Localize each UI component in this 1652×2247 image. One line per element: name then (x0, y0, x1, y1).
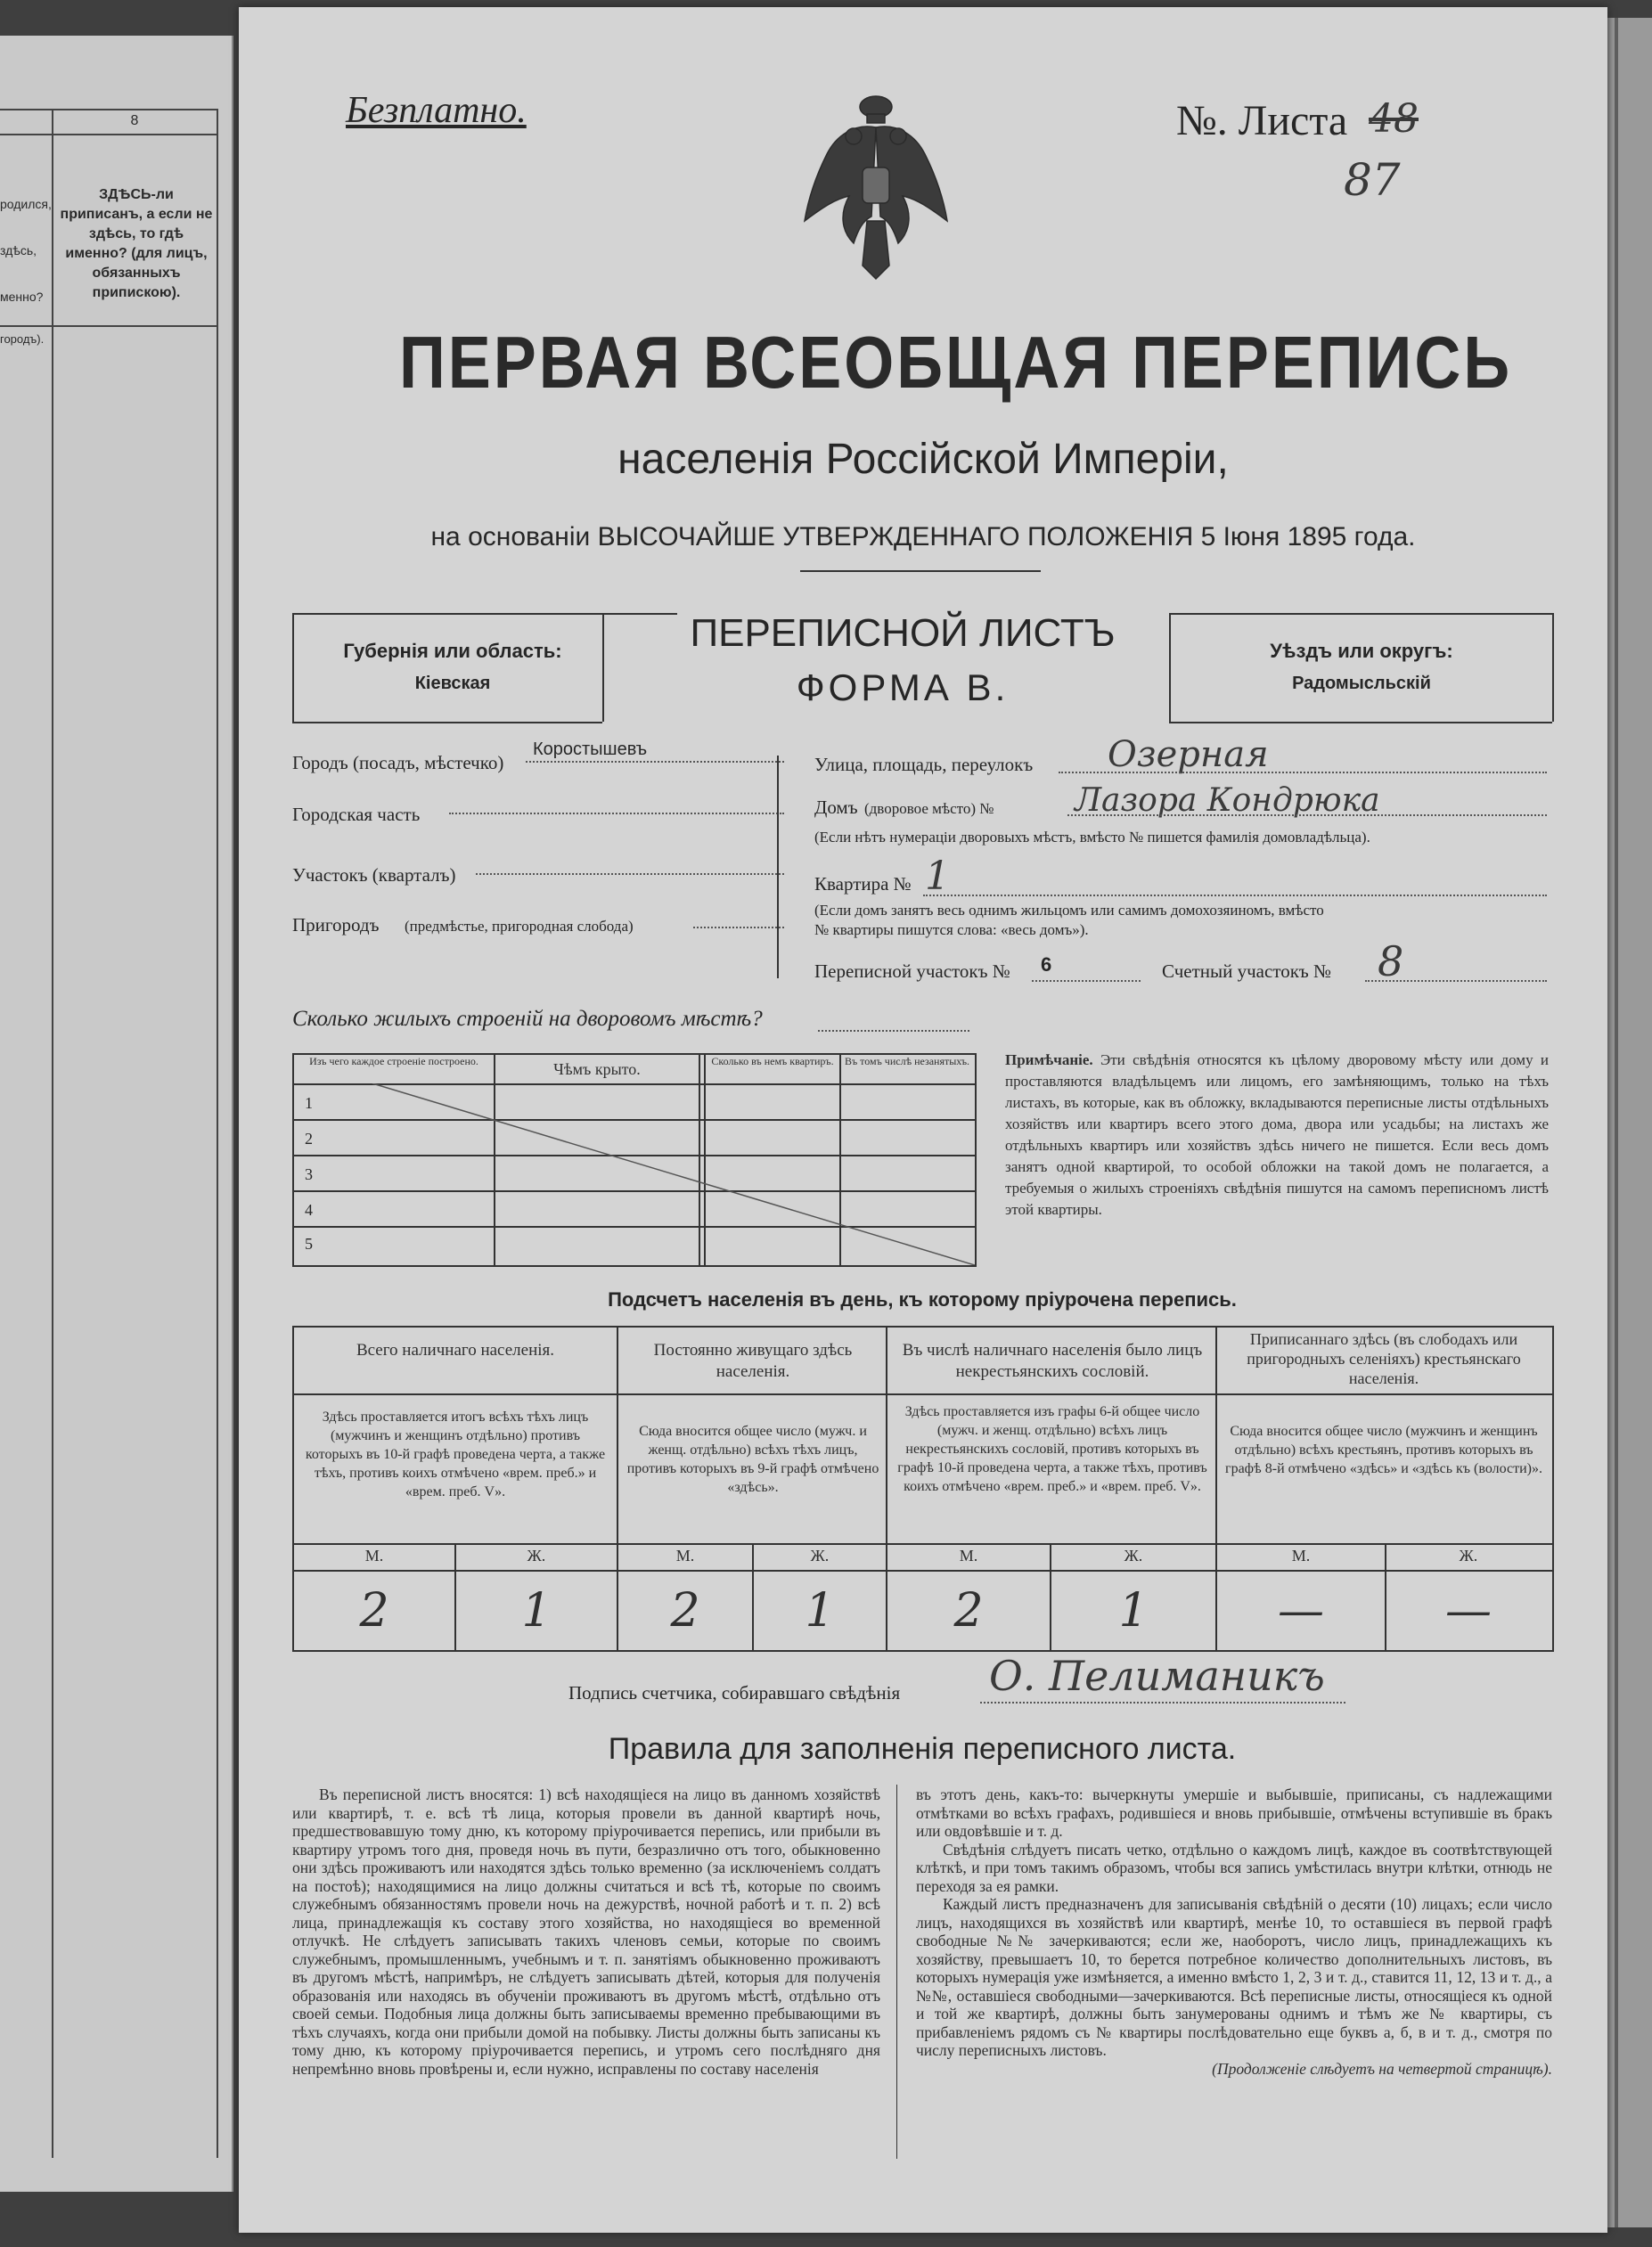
rules-continuation: (Продолженіе слѣдуетъ на четвертой страницѣ). (1212, 2059, 1552, 2078)
census-subtitle: населенія Россійской Имперіи, (617, 436, 1229, 483)
counting-district-line (1365, 980, 1547, 982)
counting-district-value: 8 (1378, 937, 1404, 985)
header-rule (1552, 613, 1554, 722)
population-desc: Сюда вносится общее число (мужч. и женщ. отдѣльно) всѣхъ тѣхъ лицъ, противъ которыхъ въ 9-й графѣ отмѣчено «здѣсь». (626, 1424, 879, 1495)
census-basis: на основаніи ВЫСОЧАЙШЕ УТВЕРЖДЕННАГО ПОЛОЖЕНІЯ 5 Іюня 1895 года. (430, 522, 1416, 552)
sheet-number-label: №. Листа (1176, 97, 1348, 144)
population-header: Постоянно живущаго здѣсь населенія. (653, 1341, 853, 1381)
left-page-rule (0, 325, 218, 327)
left-page-rule (0, 134, 218, 135)
census-district-label: Переписной участокъ № (814, 960, 1010, 982)
buildings-header-vacant: Въ томъ числѣ незанятыхъ. (844, 1055, 970, 1067)
left-edge-line: родился, (0, 197, 52, 211)
apartment-label: Квартира № (814, 873, 912, 895)
rules-column-divider (896, 1785, 897, 2159)
province-label: Губернія или область: (343, 640, 562, 662)
population-nonpeasant-male: 2 (953, 1584, 984, 1638)
left-column-number: 8 (130, 113, 139, 128)
city-label: Городъ (посадъ, мѣстечко) (292, 752, 504, 773)
buildings-row-number: 2 (305, 1130, 313, 1148)
precinct-line (476, 873, 784, 875)
population-total-male: 2 (359, 1584, 389, 1638)
precinct-label: Участокъ (кварталъ) (292, 864, 456, 886)
population-desc: Сюда вносится общее число (мужчинъ и женщинъ отдѣльно) всѣхъ крестьянъ, противъ которыхъ въ графѣ 8-й отмѣчено «здѣсь» и «здѣсь къ (волости)». (1225, 1424, 1542, 1476)
signature-value: О. Пелиманикъ (989, 1652, 1325, 1700)
form-label: ФОРМА В. (796, 666, 1010, 708)
apartment-note-1: (Если домъ занятъ весь однимъ жильцомъ или самимъ домохозяиномъ, вмѣсто (814, 902, 1324, 919)
double-headed-eagle-icon (800, 87, 952, 292)
population-rule (292, 1543, 1552, 1545)
rules-right-paragraph: Каждый листъ предназначенъ для записыванія свѣдѣній о десяти (10) лицахъ; если число лицъ, находящихся въ хозяйствѣ или квартирѣ, менѣе 10, то оставшіеся въ первой графѣ свободные №№ зачеркиваются; если же, наоборотъ, число лицъ, принадлежащихъ къ хозяйству, превышаетъ 10, то берется потребное количество дополнительныхъ листовъ, въ которыхъ нумерація уже измѣняется, а именно вмѣсто 1, 2, 3 и т. д., ставится 11, 12, 13 и т. д., а №№, оставшіеся свободными—зачеркиваются. Всѣ переписные листы, относящіеся къ одной и той же квартирѣ, должны быть занумерованы однимъ и тѣмъ же № квартиры, съ прибавленіемъ рядомъ съ № квартиры послѣдовательно еще буквъ а, б, в и т. д., смотря по числу переписныхъ листовъ. (916, 1895, 1552, 2059)
note-title: Примѣчаніе. (1005, 1051, 1093, 1068)
population-title: Подсчетъ населенія въ день, къ которому пріурочена перепись. (608, 1288, 1237, 1311)
house-value: Лазора Кондрюка (1075, 782, 1380, 819)
street-label: Улица, площадь, переулокъ (814, 754, 1034, 775)
city-value: Коростышевъ (533, 739, 648, 759)
population-rule (292, 1570, 1552, 1572)
signature-line (980, 1702, 1345, 1704)
rules-left-column: Въ переписной листъ вносятся: 1) всѣ находящіеся на лицо въ данномъ хозяйствѣ или квартирѣ, т. е. всѣ тѣ лица, которыя провели въ данной квартирѣ ночь, предшествовавшую тому дню, къ которому пріурочивается перепись, или прибыли въ квартиру утромъ того дня, проведя ночь въ пути, безразлично отъ того, обыкновенно они здѣсь проживаютъ или находятся здѣсь только временно (за исключеніемъ солдатъ на постоѣ); находящимися на лицо должны считаться и всѣ тѣ, которые по своимъ служебнымъ обязанностямъ провели ночь на дежурствѣ, ночной работѣ и т. п. 2) всѣ лица, принадлежащія къ составу этого хозяйства, но находящіеся во временной отлучкѣ. Не слѣдуетъ записывать такихъ членовъ семьи, которые по своимъ служебнымъ, промышленнымъ, учебнымъ и т. п. занятіямъ обыкновенно проживаютъ въ другомъ мѣстѣ, напримѣръ, не слѣдуетъ записывать дѣтей, которыя для полученія образованія или находясь въ обученіи проживаютъ въ другомъ мѣстѣ, отдѣльно отъ своей семьи. Подобныя лица должны быть записываемы временно пребывающими въ тѣхъ случаяхъ, когда они прибыли домой на побывку. Листы должны быть записаны къ тому дню, къ которому пріурочивается перепись, и утромъ сего послѣдняго дня непремѣнно вновь провѣрены и, если нужно, исправлены по составу населенія (292, 1785, 880, 2078)
apartment-value: 1 (925, 854, 950, 899)
sheet-number-crossed: 48 (1369, 96, 1419, 142)
left-column-question: ЗДѢСЬ-ли приписанъ, а если не здѣсь, то гдѣ именно? (для лицъ, обязанныхъ припискою). (60, 187, 213, 300)
census-district-value: 6 (1041, 953, 1052, 976)
buildings-header-roof: Чѣмъ крыто. (553, 1060, 641, 1078)
rules-right-paragraph: въ этотъ день, какъ-то: вычеркнуты умершіе и выбывшіе, приписаны, съ надлежащими отмѣтками во всѣхъ графахъ, родившіеся и вновь прибывшіе, отмѣчены вступившіе въ бракъ или овдовѣвшіе и т. д. (916, 1785, 1552, 1840)
sheet-title: ПЕРЕПИСНОЙ ЛИСТЪ (690, 611, 1116, 655)
buildings-strike-line (292, 1083, 975, 1265)
apartment-line (923, 895, 1547, 896)
district-label: Уѣздъ или округъ: (1270, 640, 1453, 662)
left-page-rule (0, 109, 218, 110)
left-edge-line: менно? (0, 290, 44, 304)
buildings-row-number: 3 (305, 1165, 313, 1183)
population-m-label: М. (675, 1547, 695, 1565)
house-line (1067, 814, 1547, 816)
house-hint: (дворовое мѣсто) № (864, 800, 994, 817)
header-rule (602, 613, 604, 722)
note-block (1005, 1050, 1549, 1221)
buildings-row-number: 4 (305, 1201, 313, 1219)
suburb-hint: (предмѣстье, пригородная слобода) (405, 918, 634, 935)
buildings-header-apartments: Сколько въ немъ квартиръ. (711, 1055, 834, 1067)
buildings-row-number: 1 (305, 1094, 313, 1112)
population-nonpeasant-female: 1 (1118, 1584, 1149, 1638)
census-district-line (1032, 980, 1141, 982)
title-divider (800, 570, 1041, 572)
street-line (1059, 772, 1547, 773)
header-rule (1169, 613, 1552, 615)
suburb-label: Пригородъ (292, 914, 380, 936)
province-value: Кіевская (414, 674, 491, 693)
house-note: (Если нѣтъ нумераціи дворовыхъ мѣстъ, вмѣсто № пишется фамилія домовладѣльца). (814, 829, 1370, 846)
rules-right-column (916, 1785, 1552, 2078)
population-peasant-male: — (1278, 1584, 1324, 1638)
city-line (526, 761, 784, 763)
address-divider (777, 756, 779, 978)
population-desc: Здѣсь проставляется итогъ всѣхъ тѣхъ лицъ (мужчинъ и женщинъ отдѣльно) противъ которыхъ въ 10-й графѣ проведена черта, а также тѣхъ, противъ коихъ отмѣчено «врем. преб.» и «врем. преб. V». (305, 1409, 606, 1499)
population-header: Въ числѣ наличнаго населенія было лицъ некрестьянскихъ сословій. (902, 1341, 1203, 1381)
population-peasant-female: — (1445, 1584, 1492, 1638)
street-value: Озерная (1108, 734, 1269, 775)
counting-district-label: Счетный участокъ № (1162, 960, 1332, 982)
header-rule (292, 613, 677, 615)
signature-label: Подпись счетчика, собиравшаго свѣдѣнія (568, 1682, 901, 1704)
population-total-female: 1 (521, 1584, 552, 1638)
header-rule (292, 613, 294, 722)
buildings-question-line (818, 1030, 969, 1032)
population-m-label: М. (1291, 1547, 1311, 1565)
left-page-divider (52, 109, 53, 2158)
population-m-label: М. (364, 1547, 384, 1565)
population-m-label: М. (959, 1547, 978, 1565)
apartment-note-2: № квартиры пишутся слова: «весь домъ»). (814, 921, 1089, 938)
house-label: Домъ (814, 797, 858, 818)
sheet-number-value: 87 (1344, 154, 1401, 206)
buildings-question: Сколько жилыхъ строеній на дворовомъ мѣстѣ? (292, 1007, 763, 1031)
suburb-line (693, 927, 784, 928)
population-desc: Здѣсь проставляется изъ графы 6-й общее число (мужч. и женщ. отдѣльно) всѣхъ лицъ некрестьянскихъ сословій, противъ которыхъ въ графѣ 10-й проведена черта, а также тѣхъ, противъ коихъ отмѣчено «врем. преб.» и «врем. преб. V». (897, 1404, 1207, 1494)
buildings-row-number: 5 (305, 1235, 313, 1253)
population-f-label: Ж. (1124, 1547, 1143, 1565)
population-f-label: Ж. (810, 1547, 830, 1565)
header-rule (1169, 613, 1171, 722)
population-resident-female: 1 (805, 1584, 835, 1638)
census-sheet (239, 7, 1607, 2233)
population-header: Приписаннаго здѣсь (въ слободахъ или пригородныхъ селеніяхъ) крестьянскаго населенія. (1247, 1330, 1521, 1387)
rules-title: Правила для заполненія переписного листа. (608, 1732, 1237, 1766)
population-header: Всего наличнаго населенія. (356, 1341, 555, 1360)
rules-right-paragraph: Свѣдѣнія слѣдуетъ писать четко, отдѣльно о каждомъ лицѣ, каждое въ соотвѣтствующей клѣткѣ, и при томъ такимъ образомъ, чтобы вся запись умѣстилась внутри клѣтки, отнюдь не переходя за ея рамки. (916, 1840, 1552, 1895)
population-resident-male: 2 (670, 1584, 700, 1638)
buildings-header-material: Изъ чего каждое строеніе построено. (309, 1055, 478, 1067)
left-edge-line: здѣсь, (0, 243, 37, 257)
population-rule (292, 1393, 1552, 1395)
header-rule (292, 722, 602, 723)
left-edge-line: городъ). (0, 332, 45, 346)
census-title: ПЕРВАЯ ВСЕОБЩАЯ ПЕРЕПИСЬ (399, 322, 1513, 404)
district-value: Радомысльскій (1292, 674, 1431, 693)
population-f-label: Ж. (527, 1547, 546, 1565)
left-page-strip (0, 36, 233, 2192)
left-page-divider (217, 109, 218, 2158)
city-part-label: Городская часть (292, 804, 421, 825)
free-label: Безплатно. (346, 90, 527, 131)
city-part-line (449, 813, 784, 814)
page-stack-shadow (1615, 18, 1618, 2227)
note-text: Эти свѣдѣнія относятся къ цѣлому дворовому мѣсту или дому и проставляются владѣльцемъ или лицомъ, его замѣняющимъ, только на тѣхъ листахъ, въ которые, как въ обложку, вкладываются переписные листы отдѣльныхъ хозяйствъ или квартиръ всего этого дома, двора или усадьбы; на листахъ же отдѣльныхъ квартиръ или хозяйствъ здѣсь ничего не пишется. Если весь домъ занятъ одной квартирой, то особой обложки на такой домъ не полагается, а требуемыя о жилыхъ строеніяхъ свѣдѣнія пишутся на самомъ переписномъ листѣ этой квартиры. (1005, 1051, 1550, 1218)
header-rule (1169, 722, 1552, 723)
population-f-label: Ж. (1459, 1547, 1478, 1565)
